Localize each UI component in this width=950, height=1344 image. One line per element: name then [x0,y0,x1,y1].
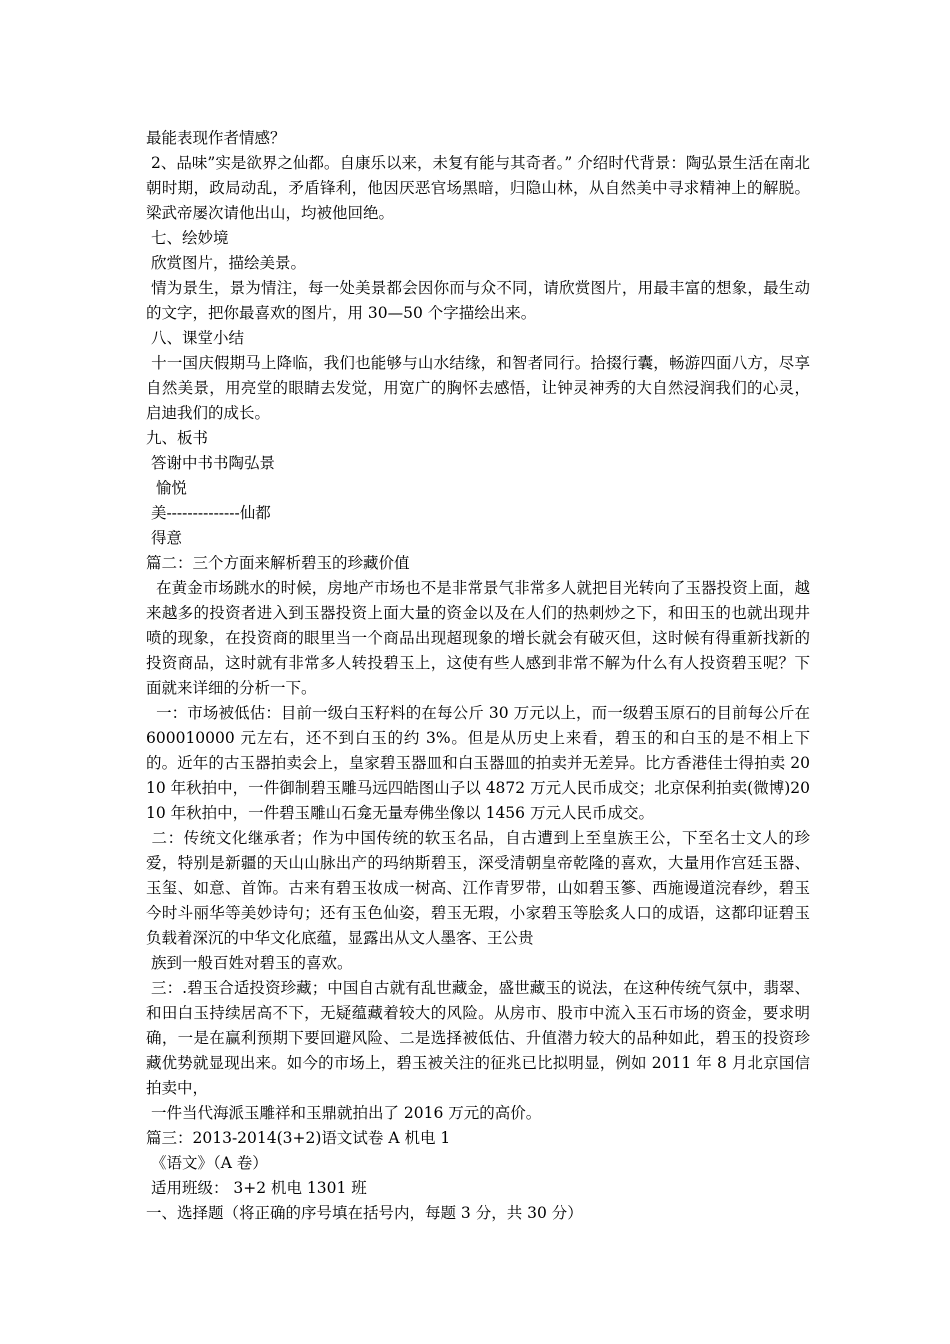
board-line: 得意 [146,529,182,547]
section-heading: 一、选择题（将正确的序号填在括号内，每题 3 分，共 30 分） [146,1204,583,1222]
paragraph: 适用班级： 3+2 机电 1301 班 [146,1179,367,1197]
section-heading: 篇二：三个方面来解析碧玉的珍藏价值 [146,554,410,572]
section-heading: 七、绘妙境 [146,229,229,247]
paragraph: 十一国庆假期马上降临，我们也能够与山水结缘，和智者同行。拾掇行囊，畅游四面八方，尽享自然美景，用亮堂的眼睛去发觉，用宽广的胸怀去感悟，让钟灵神秀的大自然浸润我们的心灵，启迪我们的成长。 [146,354,810,422]
paragraph: 在黄金市场跳水的时候，房地产市场也不是非常景气非常多人就把目光转向了玉器投资上面，越来越多的投资者进入到玉器投资上面大量的资金以及在人们的热刺炒之下，和田玉的也就出现井喷的现象，在投资商的眼里当一个商品出现超现象的增长就会有破灭但，这时候有得重新找新的投资商品，这时就有非常多人转投碧玉上，这使有些人感到非常不解为什么有人投资碧玉呢？下面就来详细的分析一下。 [146,579,810,697]
section-heading: 八、课堂小结 [146,329,244,347]
board-line: 答谢中书书陶弘景 [146,454,275,472]
board-line: 愉悦 [146,479,187,497]
board-line: 美--------------仙都 [146,504,271,522]
paragraph: 族到一般百姓对碧玉的喜欢。 [146,954,353,972]
section-heading: 篇三：2013-2014(3+2)语文试卷 A 机电 1 [146,1129,451,1147]
paragraph: 二：传统文化继承者；作为中国传统的软玉名品，自古遭到上至皇族王公，下至名士文人的珍爱，特别是新疆的天山山脉出产的玛纳斯碧玉，深受清朝皇帝乾隆的喜欢，大量用作宫廷玉器、玉玺、如意、首饰。古来有碧玉妆成一树高、江作青罗带，山如碧玉篸、西施谩道浣春纱，碧玉今时斗丽华等美妙诗句；还有玉色仙姿，碧玉无瑕，小家碧玉等脍炙人口的成语，这都印证碧玉负载着深沉的中华文化底蕴，显露出从文人墨客、王公贵 [146,829,810,947]
paragraph: 一：市场被低估：目前一级白玉籽料的在每公斤 30 万元以上，而一级碧玉原石的目前每公斤在 600010000 元左右，还不到白玉的约 3%。但是从历史上来看，碧玉的和白玉的是不相上下的。近年的古玉器拍卖会上，皇家碧玉器皿和白玉器皿的拍卖并无差异。比方香港佳士得拍卖 2010 年秋拍中，一件御制碧玉雕马远四皓图山子以 4872 万元人民币成交；北京保利拍卖(微博)2010 年秋拍中，一件碧玉雕山石龛无量寿佛坐像以 1456 万元人民币成交。 [146,704,815,822]
paragraph: 最能表现作者情感？ [146,129,286,147]
paragraph: 2、品味”实是欲界之仙都。自康乐以来，未复有能与其奇者。” 介绍时代背景：陶弘景生活在南北朝时期，政局动乱，矛盾锋利，他因厌恶官场黑暗，归隐山林，从自然美中寻求精神上的解脱。梁武帝屡次请他出山，均被他回绝。 [146,154,810,222]
paragraph: 《语文》（A 卷） [146,1154,268,1172]
section-heading: 九、板书 [146,429,209,447]
paragraph: 欣赏图片，描绘美景。 [146,254,306,272]
paragraph: 一件当代海派玉雕祥和玉鼎就拍出了 2016 万元的高价。 [146,1104,542,1122]
paragraph: 三：.碧玉合适投资珍藏；中国自古就有乱世藏金，盛世藏玉的说法，在这种传统气氛中，翡翠、和田白玉持续居高不下，无疑蕴藏着较大的风险。从房市、股市中流入玉石市场的资金，要求明确，一是在赢利预期下要回避风险、二是选择被低估、升值潜力较大的品种如此，碧玉的投资珍藏优势就显现出来。如今的市场上，碧玉被关注的征兆已比拟明显，例如 2011 年 8 月北京国信拍卖中， [146,979,810,1097]
paragraph: 情为景生，景为情注，每一处美景都会因你而与众不同，请欣赏图片，用最丰富的想象，最生动的文字，把你最喜欢的图片，用 30—50 个字描绘出来。 [146,279,810,322]
